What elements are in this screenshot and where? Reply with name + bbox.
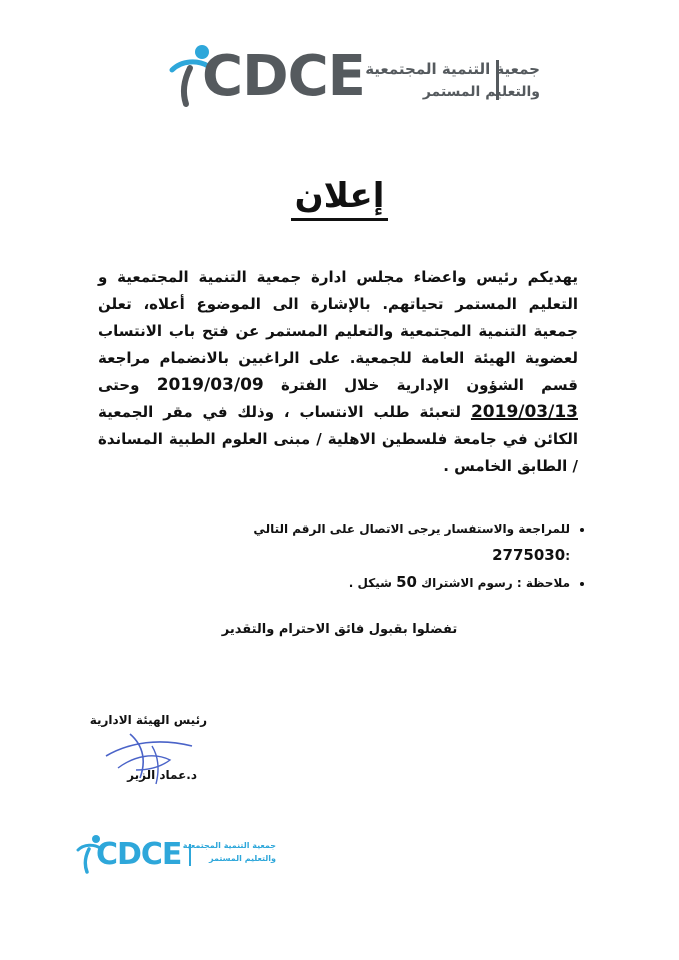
note-contact	[200, 516, 570, 569]
footer-org-name-line1: جمعية التنمية المجتمعية	[182, 841, 276, 850]
note-fee-text: ملاحظة : رسوم الاشتراك	[421, 576, 570, 590]
announcement-title	[0, 176, 679, 216]
footer-logo	[76, 832, 276, 874]
date-to: 2019/03/13	[470, 402, 578, 422]
logo-org-name-line2: والتعليم المستمر	[422, 84, 540, 100]
logo-org-name-line1: جمعية التنمية المجتمعية	[365, 60, 540, 78]
note-contact-text: للمراجعة والاستفسار يرجى الاتصال على الرقم التالي :	[253, 522, 570, 563]
until-word: وحتى	[98, 376, 140, 394]
title-text: إعلان	[291, 176, 389, 221]
note-fee	[200, 569, 570, 596]
header-logo	[168, 40, 540, 109]
footer-org-name-line2: والتعليم المستمر	[209, 854, 276, 863]
signature-name: د.عماد الزير	[127, 768, 197, 782]
signature-title: رئيس الهيئة الادارية	[89, 713, 207, 727]
date-from: 2019/03/09	[156, 375, 264, 395]
logo-letters: CDCE	[202, 44, 365, 109]
note-contact-number: 2775030	[492, 546, 566, 564]
body-part1: يهديكم رئيس واعضاء مجلس ادارة جمعية التنمية المجتمعية و التعليم المستمر تحياتهم. بالإشارة الى الموضوع أعلاه، تعلن جمعية التنمية المجتمعية والتعليم المستمر عن فتح باب الانتساب لعضوية الهيئة العامة للجمعية. على الراغبين بالانضمام مراجعة قسم الشؤون الإدارية خلال الفترة	[98, 268, 578, 394]
note-fee-suffix: شيكل .	[348, 576, 392, 590]
body-part2: لتعبئة طلب الانتساب ، وذلك في مقر الجمعية الكائن في جامعة فلسطين الاهلية / مبنى العلوم الطبية المساندة / الطابق الخامس .	[98, 403, 578, 475]
closing-line: تفضلوا بقبول فائق الاحترام والتقدير	[221, 622, 458, 637]
announcement-body	[98, 264, 578, 480]
note-fee-amount: 50	[396, 573, 417, 591]
footer-logo-letters: CDCE	[96, 837, 182, 872]
notes-list	[200, 516, 588, 596]
